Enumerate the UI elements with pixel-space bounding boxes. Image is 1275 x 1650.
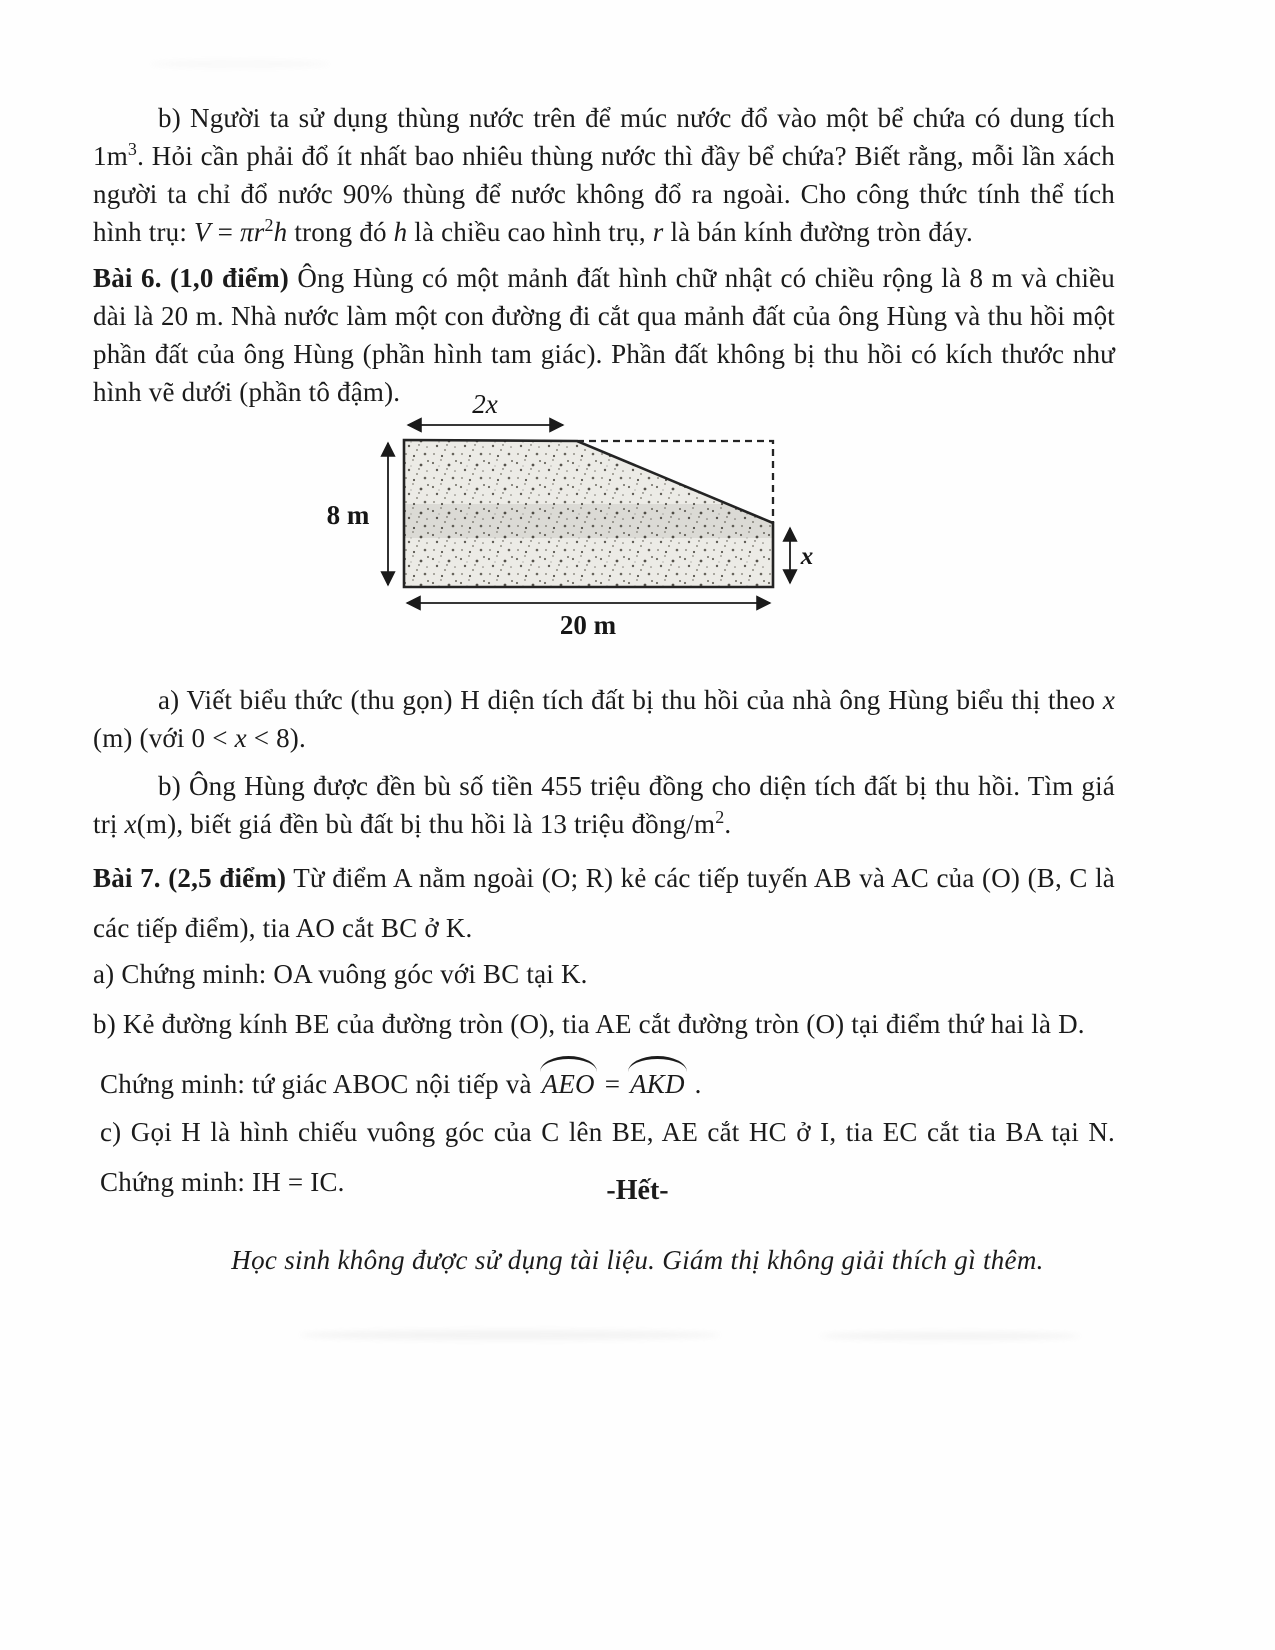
text-run: c) Gọi H là hình chiếu vuông góc của C lên BE, AE cắt HC ở I, tia EC cắt tia BA tại N. Chứng minh: IH = IC. — [100, 1117, 1115, 1197]
text-run: < 8). — [246, 723, 306, 753]
text-run: b) Ông Hùng được đền bù số tiền 455 triệu đồng cho diện tích đất bị thu hồi. Tìm giá trị — [93, 771, 1115, 839]
paragraph-5b — [93, 99, 1115, 251]
footer-note: Học sinh không được sử dụng tài liệu. Giám thị không giải thích gì thêm. — [231, 1245, 1044, 1275]
scan-artifact — [820, 1332, 1080, 1340]
text-run: Chứng minh: tứ giác ABOC nội tiếp và — [100, 1069, 539, 1099]
text-run: = — [597, 1069, 628, 1099]
text-run: Ông Hùng có một mảnh đất hình chữ nhật có chiều rộng là 8 m và chiều dài là 20 m. Nhà nước làm một con đường đi cắt qua mảnh đất của ông Hùng và thu hồi một phần đất của ông Hùng (phần hình tam giác). Phần đất không bị thu hồi có kích thước như hình vẽ dưới (phần tô đậm). — [93, 263, 1115, 407]
text-run: b) Kẻ đường kính BE của đường tròn (O), tia AE cắt đường tròn (O) tại điểm thứ hai là D. — [93, 1009, 1085, 1039]
dimension-label-8m: 8 m — [326, 500, 370, 530]
angle-AKD: AKD — [627, 1065, 688, 1103]
land-figure — [318, 386, 830, 644]
scan-artifact — [300, 1330, 720, 1340]
dimension-label-x: x — [800, 543, 814, 570]
math-var-r: r — [652, 217, 664, 247]
superscript: 2 — [715, 807, 725, 827]
text-run: . — [724, 809, 732, 839]
text-run: trong đó — [287, 217, 394, 247]
math-var-x: x — [124, 809, 137, 839]
problem-number-bai7: Bài 7. (2,5 điểm) — [93, 863, 287, 893]
paragraph-bai7b-proof — [100, 1065, 1115, 1103]
paragraph-bai7 — [93, 853, 1115, 953]
angle-AEO: AEO — [539, 1065, 598, 1103]
superscript: 3 — [127, 139, 138, 159]
dimension-label-2x: 2x — [472, 389, 498, 419]
math-var-h: h — [273, 217, 288, 247]
text-run: . — [687, 1069, 702, 1099]
text-run: Từ điểm A nằm ngoài (O; R) kẻ các tiếp tuyến AB và AC của (O) (B, C là các tiếp điểm), tia AO cắt BC ở K. — [93, 863, 1115, 943]
paragraph-bai7a — [93, 955, 1115, 993]
math-var-x: x — [234, 723, 247, 753]
text-run: (m), biết giá đền bù đất bị thu hồi là 13 triệu đồng/m — [136, 809, 716, 839]
problem-number-bai6: Bài 6. (1,0 điểm) — [93, 263, 289, 293]
paragraph-bai6b — [93, 767, 1115, 843]
text-run: a) Chứng minh: OA vuông góc với BC tại K. — [93, 959, 588, 989]
math-var-h: h — [393, 217, 408, 247]
text-run: (m) (với 0 < — [93, 723, 235, 753]
text-run: . Hỏi cần phải đổ ít nhất bao nhiêu thùng nước thì đầy bể chứa? Biết rằng, mỗi lần xách người ta chỉ đổ nước 90% thùng để nước không đổ ra ngoài. Cho công thức tính thể tích hình trụ: — [93, 141, 1115, 247]
paragraph-bai7b — [93, 1005, 1115, 1043]
math-pi-r: πr — [240, 217, 265, 247]
scan-artifact — [150, 60, 330, 68]
text-run: a) Viết biểu thức (thu gọn) H diện tích đất bị thu hồi của nhà ông Hùng biểu thị theo — [158, 685, 1103, 715]
dimension-label-20m: 20 m — [559, 610, 617, 640]
end-marker: -Hết- — [606, 1175, 669, 1206]
paragraph-bai6a — [93, 681, 1115, 757]
math-var-V: V — [194, 217, 211, 247]
land-figure-svg — [318, 386, 830, 644]
superscript: 2 — [264, 215, 274, 235]
text-run: b) Người ta sử dụng thùng nước trên để múc nước đổ vào một bể chứa có dung tích 1m — [93, 103, 1115, 171]
text-run: là bán kính đường tròn đáy. — [663, 217, 973, 247]
text-run: là chiều cao hình trụ, — [407, 217, 653, 247]
math-var-x: x — [1102, 685, 1115, 715]
text-run: = — [210, 217, 241, 247]
